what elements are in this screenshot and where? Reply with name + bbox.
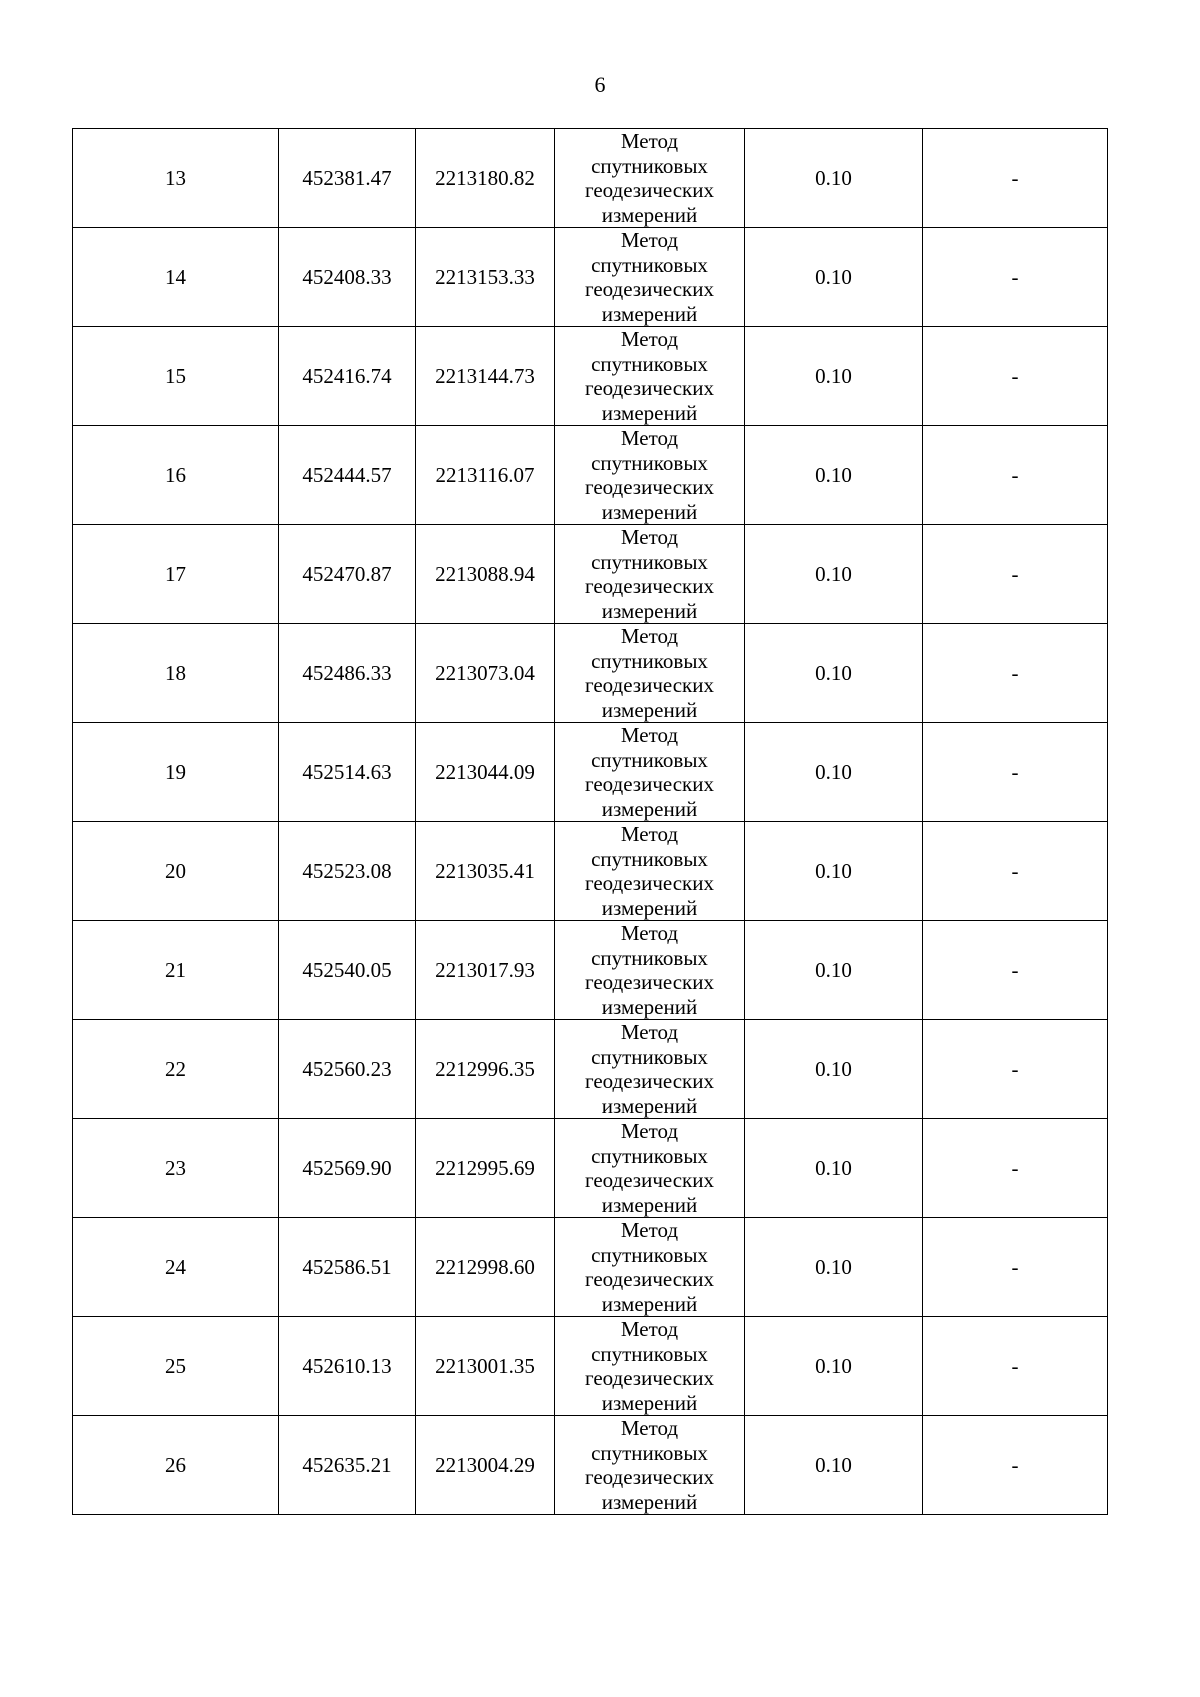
point-number-cell: 23: [73, 1119, 279, 1218]
method-line: спутниковых: [591, 252, 708, 277]
method-line: спутниковых: [591, 648, 708, 673]
accuracy-cell: 0.10: [745, 1218, 923, 1317]
method-line: Метод: [620, 1317, 679, 1341]
method-cell: [555, 1119, 745, 1218]
y-coordinate-cell: 2213153.33: [416, 228, 555, 327]
x-coordinate-cell: 452408.33: [279, 228, 416, 327]
method-cell: [555, 1218, 745, 1317]
method-line: геодезических: [584, 1267, 714, 1291]
note-cell: -: [923, 1416, 1108, 1515]
note-cell: -: [923, 327, 1108, 426]
y-coordinate-cell: 2213073.04: [416, 624, 555, 723]
method-line: Метод: [620, 1119, 679, 1143]
method-line: спутниковых: [591, 1440, 708, 1465]
point-number-cell: 16: [73, 426, 279, 525]
accuracy-cell: 0.10: [745, 822, 923, 921]
method-cell: [555, 525, 745, 624]
method-line: спутниковых: [591, 450, 708, 475]
method-line: геодезических: [584, 376, 714, 400]
method-line: геодезических: [584, 1465, 714, 1489]
x-coordinate-cell: 452586.51: [279, 1218, 416, 1317]
method-line: геодезических: [584, 772, 714, 796]
method-line: Метод: [620, 327, 679, 351]
method-line: геодезических: [584, 970, 714, 994]
table-row: [73, 426, 1108, 525]
method-line: измерений: [601, 1291, 698, 1316]
point-number-cell: 19: [73, 723, 279, 822]
point-number-cell: 22: [73, 1020, 279, 1119]
method-line: геодезических: [584, 277, 714, 301]
note-cell: -: [923, 525, 1108, 624]
method-line: геодезических: [584, 475, 714, 499]
y-coordinate-cell: 2213144.73: [416, 327, 555, 426]
note-cell: -: [923, 228, 1108, 327]
point-number-cell: 13: [73, 129, 279, 228]
note-cell: -: [923, 1218, 1108, 1317]
method-line: Метод: [620, 624, 679, 648]
accuracy-cell: 0.10: [745, 1416, 923, 1515]
method-line: спутниковых: [591, 1341, 708, 1366]
note-cell: -: [923, 822, 1108, 921]
accuracy-cell: 0.10: [745, 723, 923, 822]
accuracy-cell: 0.10: [745, 921, 923, 1020]
y-coordinate-cell: 2213116.07: [416, 426, 555, 525]
method-line: измерений: [601, 697, 698, 722]
table-row: [73, 723, 1108, 822]
x-coordinate-cell: 452560.23: [279, 1020, 416, 1119]
method-line: Метод: [620, 1020, 679, 1044]
method-line: геодезических: [584, 178, 714, 202]
accuracy-cell: 0.10: [745, 228, 923, 327]
accuracy-cell: 0.10: [745, 1119, 923, 1218]
accuracy-cell: 0.10: [745, 624, 923, 723]
note-cell: -: [923, 1020, 1108, 1119]
method-line: измерений: [601, 796, 698, 821]
y-coordinate-cell: 2212996.35: [416, 1020, 555, 1119]
coordinates-table-body: [73, 129, 1108, 1515]
y-coordinate-cell: 2212998.60: [416, 1218, 555, 1317]
y-coordinate-cell: 2213035.41: [416, 822, 555, 921]
method-cell: [555, 723, 745, 822]
accuracy-cell: 0.10: [745, 426, 923, 525]
method-line: Метод: [620, 822, 679, 846]
method-cell: [555, 822, 745, 921]
point-number-cell: 15: [73, 327, 279, 426]
method-line: геодезических: [584, 1069, 714, 1093]
coordinates-table: [72, 128, 1108, 1515]
table-row: [73, 1416, 1108, 1515]
method-line: спутниковых: [591, 351, 708, 376]
method-cell: [555, 129, 745, 228]
method-line: спутниковых: [591, 747, 708, 772]
table-row: [73, 525, 1108, 624]
method-line: спутниковых: [591, 153, 708, 178]
x-coordinate-cell: 452569.90: [279, 1119, 416, 1218]
table-row: [73, 822, 1108, 921]
accuracy-cell: 0.10: [745, 1317, 923, 1416]
x-coordinate-cell: 452540.05: [279, 921, 416, 1020]
x-coordinate-cell: 452523.08: [279, 822, 416, 921]
method-line: измерений: [601, 1390, 698, 1415]
point-number-cell: 26: [73, 1416, 279, 1515]
point-number-cell: 21: [73, 921, 279, 1020]
table-row: [73, 129, 1108, 228]
y-coordinate-cell: 2213088.94: [416, 525, 555, 624]
method-line: измерений: [601, 400, 698, 425]
page-number: 6: [594, 72, 606, 97]
y-coordinate-cell: 2212995.69: [416, 1119, 555, 1218]
method-line: Метод: [620, 129, 679, 153]
table-row: [73, 228, 1108, 327]
x-coordinate-cell: 452486.33: [279, 624, 416, 723]
method-line: измерений: [601, 1489, 698, 1514]
point-number-cell: 20: [73, 822, 279, 921]
method-cell: [555, 624, 745, 723]
table-row: [73, 921, 1108, 1020]
note-cell: -: [923, 1119, 1108, 1218]
method-cell: [555, 921, 745, 1020]
method-line: геодезических: [584, 1366, 714, 1390]
method-line: Метод: [620, 921, 679, 945]
method-line: геодезических: [584, 673, 714, 697]
note-cell: -: [923, 426, 1108, 525]
accuracy-cell: 0.10: [745, 525, 923, 624]
table-row: [73, 1218, 1108, 1317]
method-line: спутниковых: [591, 945, 708, 970]
y-coordinate-cell: 2213004.29: [416, 1416, 555, 1515]
method-line: Метод: [620, 525, 679, 549]
point-number-cell: 24: [73, 1218, 279, 1317]
method-line: Метод: [620, 723, 679, 747]
note-cell: -: [923, 921, 1108, 1020]
method-line: измерений: [601, 598, 698, 623]
note-cell: -: [923, 1317, 1108, 1416]
y-coordinate-cell: 2213180.82: [416, 129, 555, 228]
x-coordinate-cell: 452514.63: [279, 723, 416, 822]
point-number-cell: 18: [73, 624, 279, 723]
table-row: [73, 327, 1108, 426]
accuracy-cell: 0.10: [745, 1020, 923, 1119]
x-coordinate-cell: 452381.47: [279, 129, 416, 228]
note-cell: -: [923, 624, 1108, 723]
method-cell: [555, 426, 745, 525]
table-row: [73, 1020, 1108, 1119]
accuracy-cell: 0.10: [745, 129, 923, 228]
method-line: Метод: [620, 426, 679, 450]
method-line: геодезических: [584, 1168, 714, 1192]
accuracy-cell: 0.10: [745, 327, 923, 426]
method-line: спутниковых: [591, 1143, 708, 1168]
note-cell: -: [923, 723, 1108, 822]
table-row: [73, 624, 1108, 723]
method-line: измерений: [601, 202, 698, 227]
method-line: геодезических: [584, 871, 714, 895]
method-cell: [555, 1020, 745, 1119]
point-number-cell: 25: [73, 1317, 279, 1416]
y-coordinate-cell: 2213044.09: [416, 723, 555, 822]
x-coordinate-cell: 452635.21: [279, 1416, 416, 1515]
method-line: Метод: [620, 1218, 679, 1242]
method-line: спутниковых: [591, 1044, 708, 1069]
method-line: измерений: [601, 301, 698, 326]
x-coordinate-cell: 452416.74: [279, 327, 416, 426]
method-line: геодезических: [584, 574, 714, 598]
x-coordinate-cell: 452444.57: [279, 426, 416, 525]
method-line: спутниковых: [591, 549, 708, 574]
method-line: Метод: [620, 1416, 679, 1440]
table-row: [73, 1317, 1108, 1416]
method-cell: [555, 1317, 745, 1416]
note-cell: -: [923, 129, 1108, 228]
x-coordinate-cell: 452470.87: [279, 525, 416, 624]
method-line: измерений: [601, 994, 698, 1019]
method-line: спутниковых: [591, 846, 708, 871]
y-coordinate-cell: 2213017.93: [416, 921, 555, 1020]
x-coordinate-cell: 452610.13: [279, 1317, 416, 1416]
table-row: [73, 1119, 1108, 1218]
method-line: Метод: [620, 228, 679, 252]
y-coordinate-cell: 2213001.35: [416, 1317, 555, 1416]
method-cell: [555, 1416, 745, 1515]
method-line: измерений: [601, 499, 698, 524]
method-cell: [555, 327, 745, 426]
point-number-cell: 17: [73, 525, 279, 624]
method-line: измерений: [601, 1192, 698, 1217]
point-number-cell: 14: [73, 228, 279, 327]
method-line: спутниковых: [591, 1242, 708, 1267]
method-cell: [555, 228, 745, 327]
method-line: измерений: [601, 895, 698, 920]
method-line: измерений: [601, 1093, 698, 1118]
